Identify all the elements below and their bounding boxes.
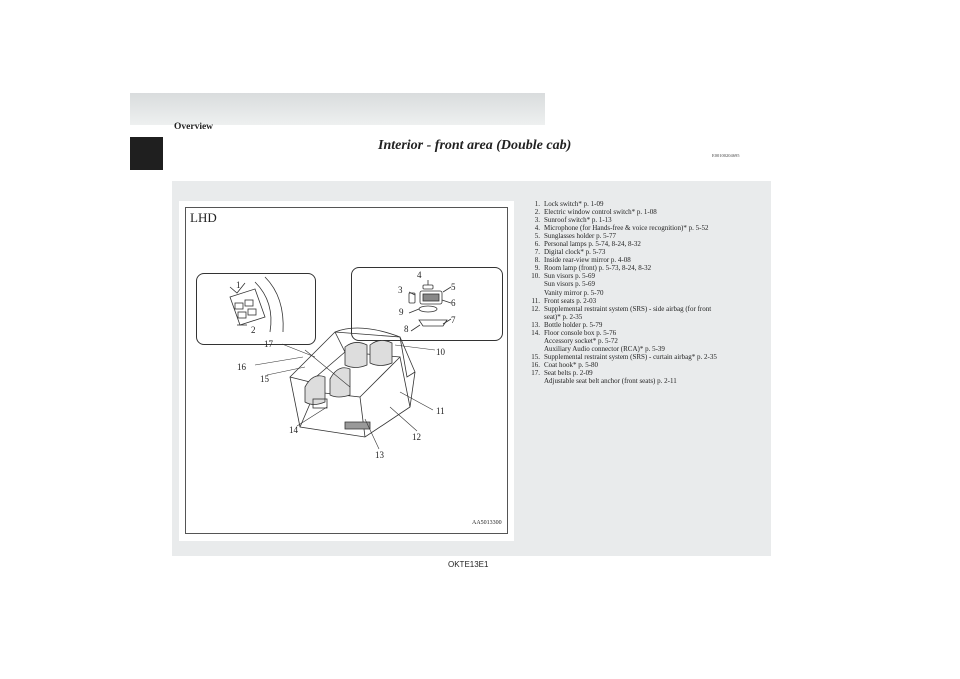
legend-item-text: Lock switch* p. 1-09 bbox=[544, 200, 604, 208]
page-title: Interior - front area (Double cab) bbox=[378, 138, 572, 153]
legend-item-number bbox=[520, 289, 544, 297]
legend-item-number bbox=[520, 337, 544, 345]
legend-item bbox=[520, 353, 765, 361]
legend-item-number: 5. bbox=[534, 232, 540, 241]
legend-item-text: Sunglasses holder p. 5-77 bbox=[544, 232, 616, 241]
callout-7: 7 bbox=[451, 315, 456, 325]
legend-item-number: 2. bbox=[534, 208, 540, 217]
legend-item bbox=[520, 256, 765, 264]
legend-item bbox=[520, 272, 765, 280]
legend-item bbox=[520, 297, 765, 305]
legend-item-number bbox=[520, 313, 544, 321]
legend-item bbox=[520, 240, 765, 248]
document-code: E00100204695 bbox=[712, 153, 740, 158]
legend-item-number: 7. bbox=[534, 248, 540, 257]
callout-17: 17 bbox=[264, 339, 273, 349]
legend-item-number: 9. bbox=[534, 264, 540, 273]
callout-9: 9 bbox=[399, 307, 404, 317]
legend-item-text: Electric window control switch* p. 1-08 bbox=[544, 208, 657, 217]
interior-illustration bbox=[185, 207, 508, 534]
legend-item-number: 15. bbox=[531, 352, 540, 361]
section-tab-marker bbox=[130, 137, 163, 170]
overhead-console-drawing bbox=[409, 280, 451, 331]
legend-item bbox=[520, 369, 765, 377]
legend-item-text: Adjustable seat belt anchor (front seats) p. 2-11 bbox=[544, 377, 677, 386]
legend-item-text: Sunroof switch* p. 1-13 bbox=[544, 216, 612, 225]
legend-item bbox=[520, 264, 765, 272]
legend-item bbox=[520, 345, 765, 353]
callout-16: 16 bbox=[237, 362, 246, 372]
legend-item-text: Supplemental restraint system (SRS) - curtain airbag* p. 2-35 bbox=[544, 352, 717, 361]
legend-item bbox=[520, 305, 765, 313]
callout-11: 11 bbox=[436, 406, 445, 416]
legend-item bbox=[520, 248, 765, 256]
legend-item-number: 8. bbox=[534, 256, 540, 265]
legend-item-number: 17. bbox=[531, 368, 540, 377]
callout-4: 4 bbox=[417, 270, 422, 280]
legend-item bbox=[520, 280, 765, 288]
legend-item bbox=[520, 361, 765, 369]
legend-item-number: 14. bbox=[531, 328, 540, 337]
legend-item-text: Microphone (for Hands-free & voice recognition)* p. 5-52 bbox=[544, 224, 709, 233]
callout-8: 8 bbox=[404, 324, 409, 334]
callout-3: 3 bbox=[398, 285, 403, 295]
footer-code: OKTE13E1 bbox=[448, 560, 489, 569]
legend-item bbox=[520, 216, 765, 224]
callout-6: 6 bbox=[451, 298, 456, 308]
legend-item bbox=[520, 232, 765, 240]
legend-item bbox=[520, 200, 765, 208]
legend-item-text: Room lamp (front) p. 5-73, 8-24, 8-32 bbox=[544, 264, 652, 273]
legend-item-number: 16. bbox=[531, 360, 540, 369]
legend-item-text: Bottle holder p. 5-79 bbox=[544, 320, 603, 329]
legend-item-number: 11. bbox=[531, 296, 540, 305]
legend-item-text: Personal lamps p. 5-74, 8-24, 8-32 bbox=[544, 240, 641, 249]
legend-item bbox=[520, 224, 765, 232]
header-band bbox=[130, 93, 545, 125]
callout-12: 12 bbox=[412, 432, 421, 442]
legend-item bbox=[520, 208, 765, 216]
legend-item-text: Sun visors p. 5-69 bbox=[544, 272, 595, 281]
legend-item-number: 1. bbox=[534, 200, 540, 208]
callout-13: 13 bbox=[375, 450, 384, 460]
legend-item-number: 4. bbox=[534, 224, 540, 233]
callout-15: 15 bbox=[260, 374, 269, 384]
section-label: Overview bbox=[174, 122, 214, 132]
legend-item bbox=[520, 329, 765, 337]
legend-item-number: 13. bbox=[531, 320, 540, 329]
legend-item-number: 12. bbox=[531, 304, 540, 313]
legend-item bbox=[520, 321, 765, 329]
legend-item-text: Supplemental restraint system (SRS) - side airbag (for front bbox=[544, 304, 712, 313]
legend-item-text: Front seats p. 2-03 bbox=[544, 296, 597, 305]
callout-1: 1 bbox=[236, 280, 241, 290]
legend-item bbox=[520, 337, 765, 345]
callout-14: 14 bbox=[289, 425, 298, 435]
legend-item-number: 6. bbox=[534, 240, 540, 249]
callout-legend bbox=[520, 200, 765, 385]
cabin-drawing bbox=[290, 328, 415, 437]
legend-item-text: Floor console box p. 5-76 bbox=[544, 328, 617, 337]
legend-item-number: 10. bbox=[531, 272, 540, 281]
callout-10: 10 bbox=[436, 347, 445, 357]
legend-item-text: Inside rear-view mirror p. 4-08 bbox=[544, 256, 631, 265]
figure-code: AA5013300 bbox=[472, 520, 502, 526]
legend-item-number bbox=[520, 345, 544, 353]
legend-item-number bbox=[520, 280, 544, 288]
legend-item-text: Vanity mirror p. 5-70 bbox=[544, 288, 604, 297]
legend-item-number: 3. bbox=[534, 216, 540, 225]
legend-item-text: Auxiliary Audio connector (RCA)* p. 5-39 bbox=[544, 344, 665, 353]
figure-region-label: LHD bbox=[190, 210, 217, 225]
legend-item-text: Seat belts p. 2-09 bbox=[544, 368, 593, 377]
legend-item bbox=[520, 313, 765, 321]
legend-item-text: Digital clock* p. 5-73 bbox=[544, 248, 606, 257]
legend-item-text: Coat hook* p. 5-80 bbox=[544, 360, 599, 369]
legend-item-text: seat)* p. 2-35 bbox=[544, 312, 583, 321]
legend-item-number bbox=[520, 377, 544, 385]
callout-5: 5 bbox=[451, 282, 456, 292]
legend-item-text: Sun visors p. 5-69 bbox=[544, 280, 595, 289]
legend-item bbox=[520, 377, 765, 385]
callout-2: 2 bbox=[251, 325, 256, 335]
legend-item bbox=[520, 289, 765, 297]
legend-item-text: Accessory socket* p. 5-72 bbox=[544, 336, 618, 345]
